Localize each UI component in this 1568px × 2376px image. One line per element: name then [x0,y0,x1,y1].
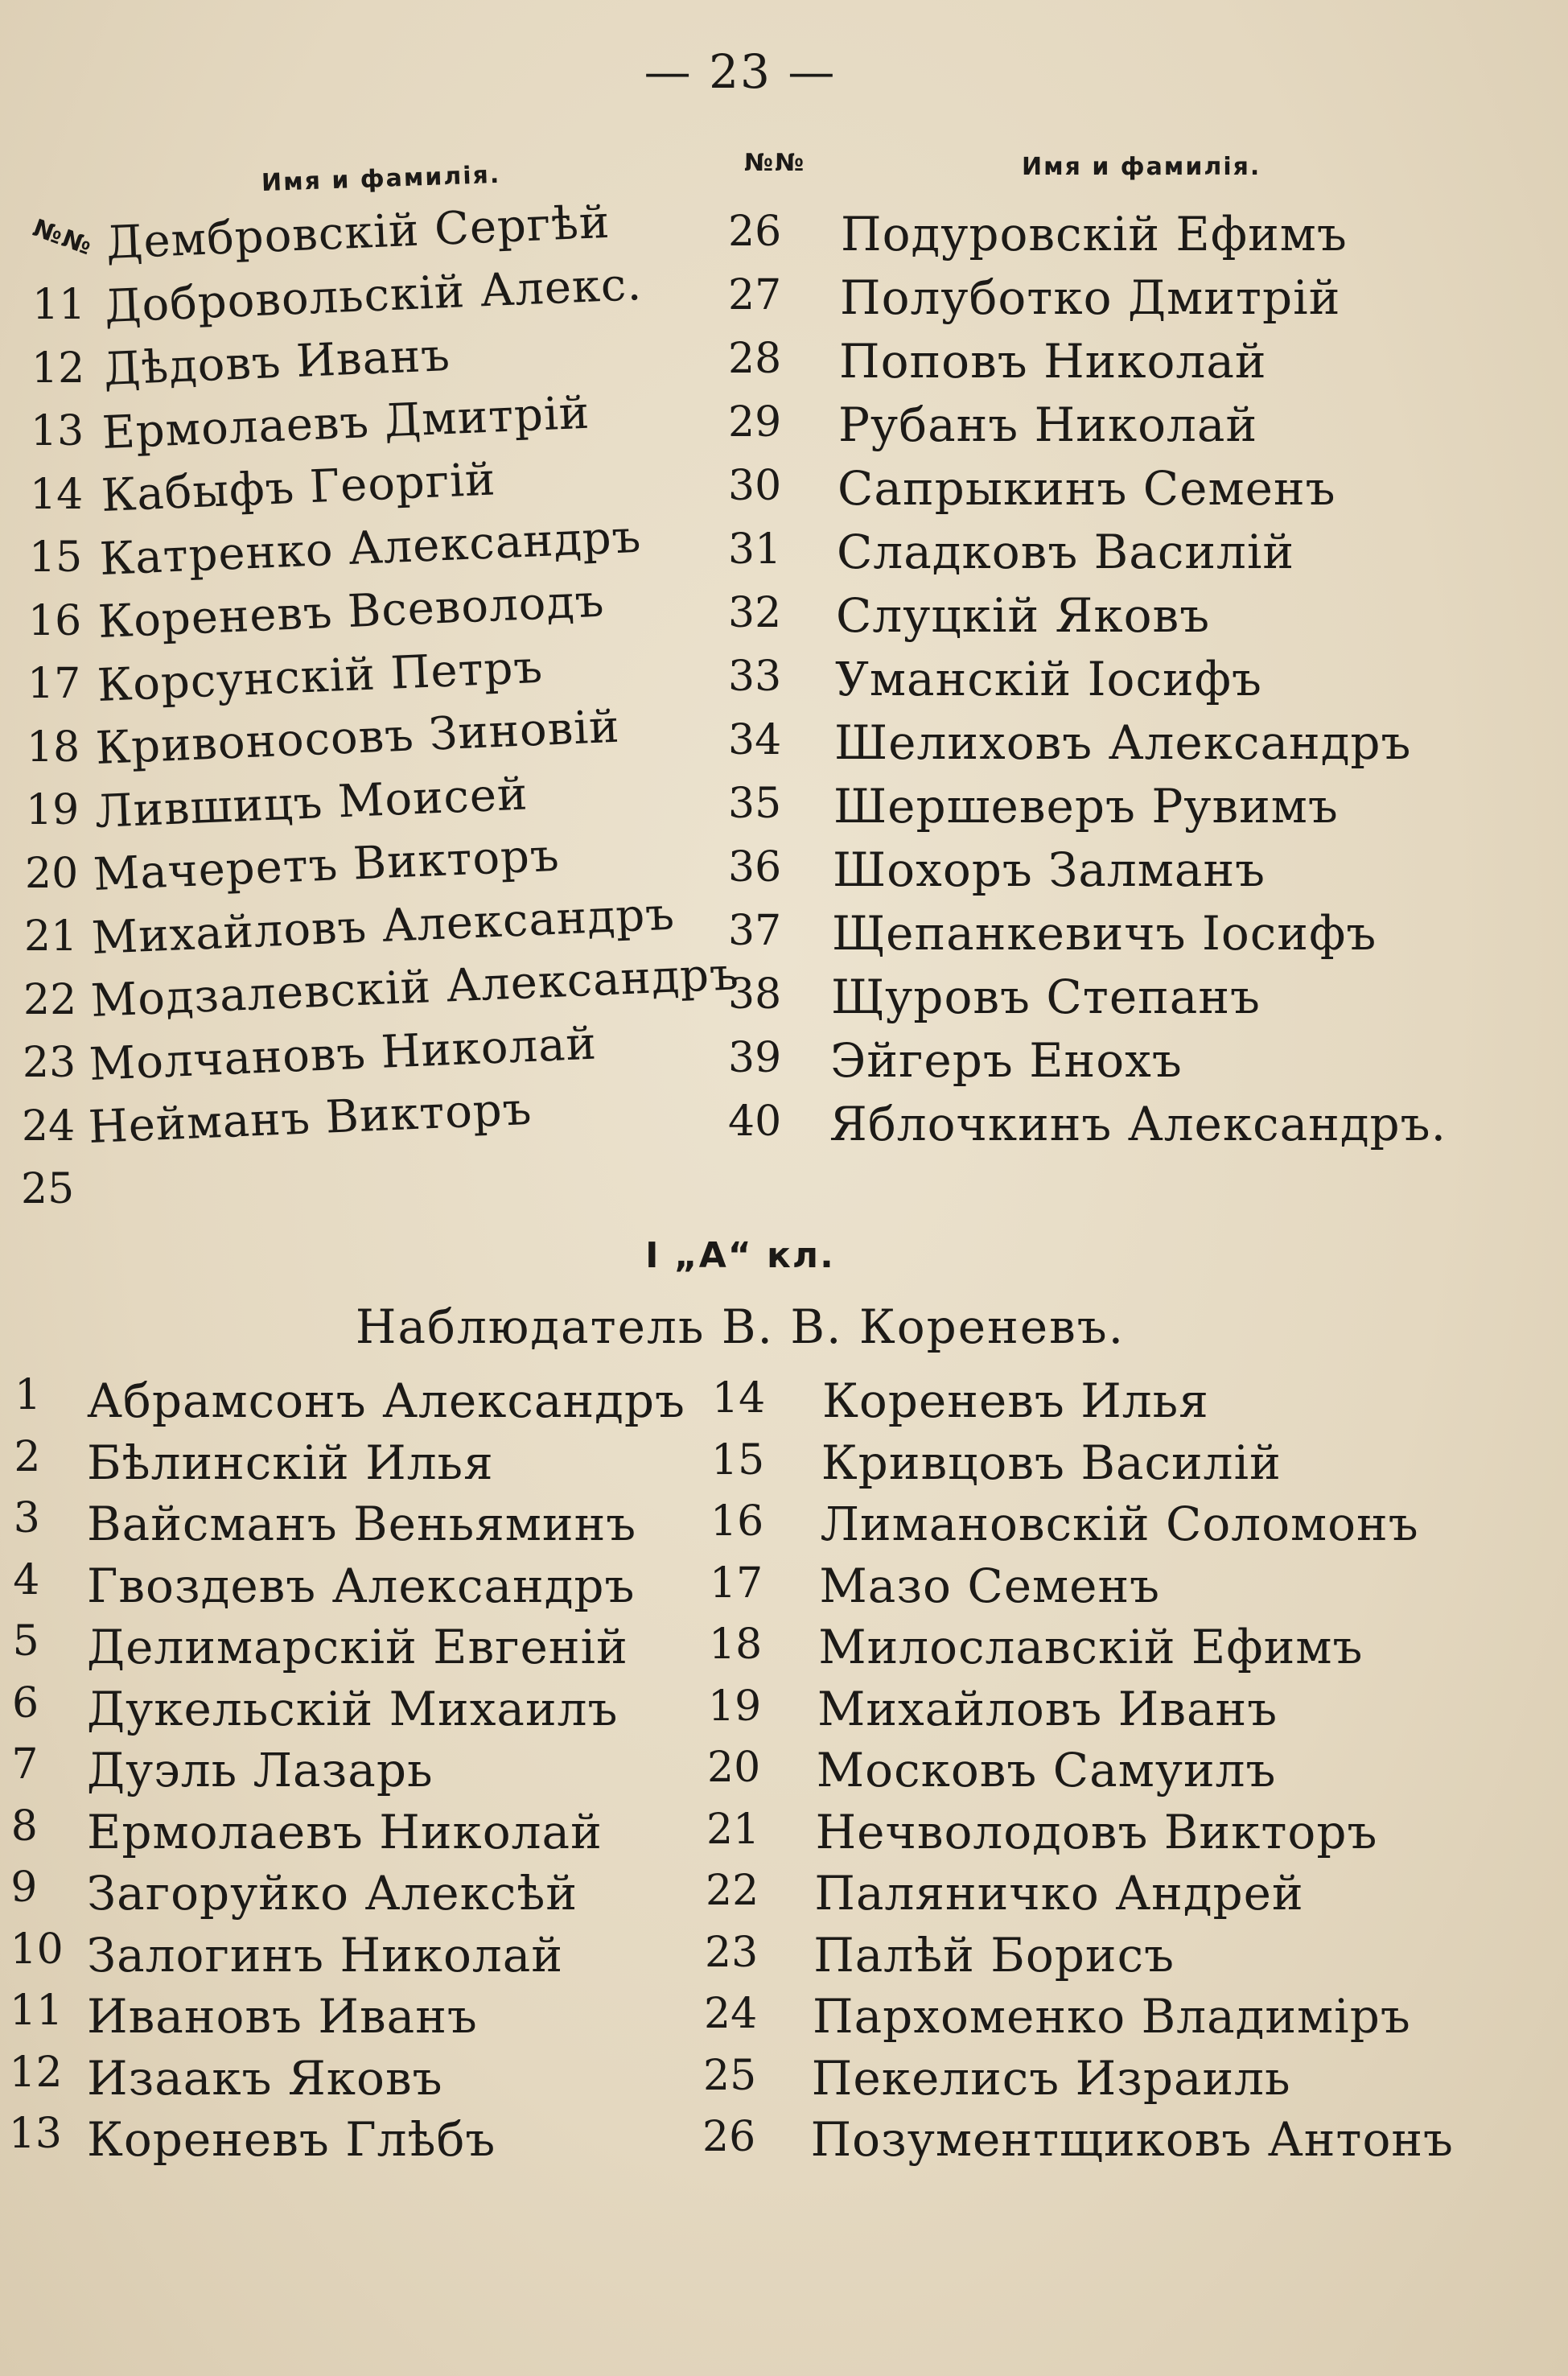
student-name: Щепанкевичъ Іосифъ [832,906,1377,961]
student-name: Уманскій Іосифъ [835,652,1262,706]
student-name: Рубанъ Николай [838,397,1258,452]
class-title: I „А“ кл. [645,1235,835,1276]
entry-number: 26 [702,2113,756,2161]
entry-number: 26 [728,208,782,256]
student-name: Залогинъ Николай [87,1927,564,1983]
student-name: Кривцовъ Василій [821,1435,1282,1490]
student-name: Московъ Самуилъ [816,1743,1277,1797]
student-name: Вайсманъ Веньяминъ [87,1497,637,1551]
entry-number: 20 [707,1744,761,1792]
student-name: Поповъ Николай [839,334,1267,389]
student-name: Шелиховъ Александръ [834,715,1412,770]
entry-number: 13 [31,407,84,455]
student-name: Позументщиковъ Антонъ [810,2112,1454,2167]
entry-number: 39 [728,1034,782,1082]
entry-number: 15 [711,1435,765,1484]
entry-number: 38 [728,970,782,1019]
entry-number: 3 [13,1494,40,1542]
student-name: Гвоздевъ Александръ [87,1558,636,1613]
entry-number: 31 [728,525,782,574]
entry-number: 40 [728,1097,782,1146]
entry-number: 23 [705,1928,759,1977]
student-name: Мазо Семенъ [819,1558,1161,1613]
student-name: Делимарскій Евгеній [87,1620,628,1674]
student-name: Нейманъ Викторъ [87,1082,533,1154]
entry-number: 12 [31,344,85,393]
entry-number: 6 [12,1678,39,1727]
student-name: Подуровскій Ефимъ [841,207,1348,261]
student-name: Сапрыкинъ Семенъ [838,461,1336,516]
student-name: Милославскій Ефимъ [818,1620,1364,1674]
entry-number: 18 [709,1620,763,1669]
entry-number: 35 [728,780,782,828]
entry-number: 24 [22,1102,76,1151]
student-name: Катренко Александръ [98,510,643,586]
student-name: Дѣдовъ Иванъ [102,328,451,396]
entry-number: 17 [27,660,81,708]
entry-number: 22 [706,1867,759,1915]
student-name: Добровольскій Алекс. [104,257,644,333]
entry-number: 16 [28,596,82,645]
student-name: Загоруйко Алексѣй [87,1866,578,1921]
student-name: Сладковъ Василій [837,525,1295,579]
entry-number: 36 [728,843,782,892]
student-name: Модзалевскій Александръ [89,948,740,1027]
entry-number: 10 [10,1925,64,1974]
student-name: Пекелисъ Израиль [811,2050,1291,2106]
entry-number: 8 [10,1802,38,1851]
entry-number: 33 [728,653,782,701]
student-name: Дуэль Лазарь [87,1743,434,1797]
supervisor-line: Наблюдатель В. В. Кореневъ. [355,1299,1126,1354]
column-header-number-right: №№ [744,149,806,177]
entry-number: 11 [10,1987,64,2035]
student-name: Михайловъ Иванъ [817,1681,1278,1736]
entry-number: 27 [728,271,782,319]
entry-number: 9 [10,1863,38,1912]
page-number: — 23 — [644,44,837,99]
entry-number: 16 [710,1497,764,1546]
student-name: Михайловъ Александръ [91,887,677,965]
student-name: Полуботко Дмитрій [840,270,1341,325]
student-name: Изаакъ Яковъ [87,2050,443,2106]
entry-number: 2 [14,1432,41,1481]
entry-number: 14 [712,1374,766,1423]
entry-number: 19 [708,1682,762,1731]
student-name: Дембровскій Сергѣй [105,196,611,270]
entry-number: 37 [728,907,782,955]
column-header-number-left: №№ [29,214,97,261]
student-name: Щуровъ Степанъ [831,970,1261,1024]
entry-number: 25 [703,2051,757,2100]
student-name: Ивановъ Иванъ [87,1989,478,2044]
entry-number: 32 [728,589,782,637]
student-name: Абрамсонъ Александръ [87,1373,685,1428]
student-name: Молчановъ Николай [88,1017,599,1091]
student-name: Корсунскій Петръ [96,640,545,712]
entry-number: 20 [25,849,79,898]
entry-number: 21 [706,1805,760,1854]
student-name: Дукельскій Михаилъ [87,1681,619,1736]
student-name: Ермолаевъ Дмитрій [101,386,591,459]
entry-number: 12 [9,2048,63,2097]
student-name: Кривоносовъ Зиновій [94,700,621,775]
entry-number: 18 [27,723,80,772]
student-name: Кореневъ Всеволодъ [97,574,606,649]
entry-number: 5 [12,1617,39,1666]
student-name: Яблочкинъ Александръ. [829,1097,1447,1151]
student-name: Палѣй Борисъ [813,1927,1175,1983]
entry-number: 22 [23,975,77,1024]
entry-number: 21 [24,912,78,961]
student-name: Лившицъ Моисей [93,767,529,838]
student-name: Лимановскій Соломонъ [820,1497,1419,1551]
entry-number: 7 [11,1740,39,1789]
student-name: Кореневъ Илья [822,1373,1209,1428]
entry-number: 15 [29,533,83,582]
student-name: Кореневъ Глѣбъ [87,2112,496,2167]
entry-number: 14 [30,470,84,519]
column-header-name-right: Имя и фамилія. [1022,153,1261,181]
student-name: Эйгеръ Енохъ [830,1033,1183,1088]
entry-number: 1 [14,1371,42,1419]
entry-number: 25 [21,1165,75,1213]
entry-number: 11 [32,281,86,329]
entry-number: 23 [23,1039,76,1087]
student-name: Пархоменко Владиміръ [813,1989,1411,2044]
column-header-name-left: Имя и фамилія. [261,160,501,198]
student-name: Мачеретъ Викторъ [92,829,561,901]
entry-number: 13 [8,2110,62,2158]
entry-number: 17 [710,1559,763,1608]
student-name: Паляничко Андрей [814,1866,1304,1921]
student-name: Шохоръ Залманъ [833,842,1266,897]
entry-number: 30 [728,462,782,510]
student-name: Кабыфъ Георгій [100,453,497,522]
student-name: Слуцкій Яковъ [836,588,1211,643]
student-name: Бѣлинскій Илья [87,1435,494,1490]
student-name: Нечволодовъ Викторъ [815,1804,1378,1859]
student-name: Шершеверъ Рувимъ [833,779,1339,834]
student-name: Ермолаевъ Николай [87,1804,603,1859]
entry-number: 24 [704,1990,758,2038]
entry-number: 4 [13,1555,40,1604]
entry-number: 29 [728,398,782,447]
entry-number: 34 [728,716,782,764]
entry-number: 19 [26,786,80,834]
entry-number: 28 [728,335,782,383]
